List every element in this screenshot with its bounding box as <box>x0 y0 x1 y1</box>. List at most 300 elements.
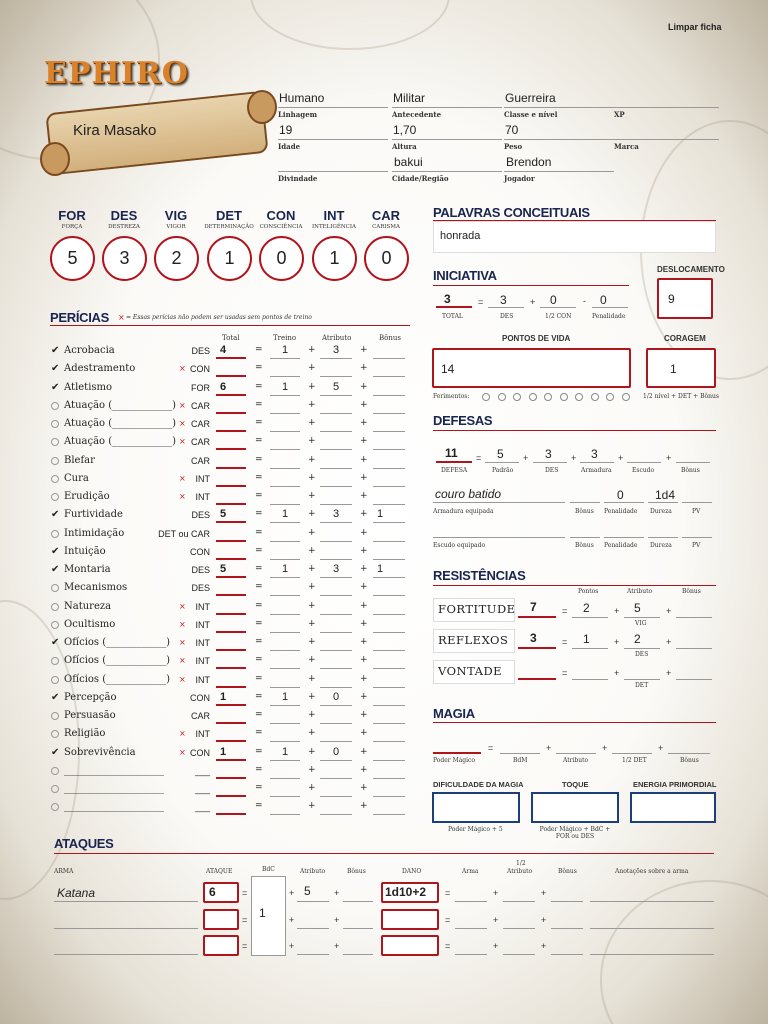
skill-atributo[interactable] <box>320 600 352 615</box>
op-plus: + <box>308 728 316 739</box>
attack-weapon-field[interactable] <box>54 909 198 929</box>
skill-row[interactable] <box>48 381 428 399</box>
skill-row[interactable] <box>48 618 428 636</box>
wound-checkbox[interactable] <box>591 393 599 401</box>
skill-row[interactable] <box>48 691 428 709</box>
skill-atributo[interactable] <box>320 490 352 505</box>
skills-col-atributo: Atributo <box>322 334 352 342</box>
skill-atributo[interactable] <box>320 417 352 432</box>
skill-bonus[interactable] <box>373 654 405 669</box>
skill-total[interactable]: 5 <box>216 563 246 578</box>
skill-treino[interactable] <box>270 727 300 742</box>
skill-check-icon[interactable] <box>51 676 59 684</box>
skill-name: Montaria <box>64 564 111 575</box>
damage-field[interactable] <box>381 935 439 956</box>
magic-det-field[interactable] <box>612 738 652 754</box>
info-value: bakui <box>394 155 423 169</box>
skill-atributo[interactable]: 3 <box>320 508 352 523</box>
op-plus: + <box>614 606 620 616</box>
op-plus: + <box>360 454 368 465</box>
skill-bonus[interactable] <box>373 764 405 779</box>
skill-attr: INT <box>195 619 210 630</box>
resistance-bonus-field[interactable] <box>676 631 712 649</box>
movement-value: 9 <box>668 292 675 306</box>
skill-atributo[interactable] <box>320 709 352 724</box>
damage-bonus-field[interactable] <box>551 909 583 929</box>
attr-name: DESTREZA <box>108 224 140 230</box>
untrained-mark-icon: × <box>179 437 186 447</box>
shield-l-dur: Dureza <box>650 542 672 549</box>
skill-bonus[interactable] <box>373 673 405 688</box>
skill-treino[interactable]: 1 <box>270 563 300 578</box>
attack-atributo-field[interactable] <box>297 882 329 902</box>
skill-total[interactable] <box>216 600 246 615</box>
damage-arma-field[interactable] <box>455 882 487 902</box>
defense-padrao: 5 <box>497 447 504 461</box>
skill-atributo[interactable]: 5 <box>320 381 352 396</box>
magic-bon-field[interactable] <box>668 738 710 754</box>
skill-total[interactable] <box>216 782 246 797</box>
character-name-field[interactable]: Kira Masako <box>73 122 157 139</box>
skill-total[interactable] <box>216 636 246 651</box>
movement-field[interactable] <box>657 278 713 319</box>
concepts-field[interactable]: honrada <box>440 230 481 242</box>
skill-check-icon[interactable] <box>51 584 59 592</box>
skill-atributo[interactable] <box>320 454 352 469</box>
skill-total[interactable]: 1 <box>216 746 246 761</box>
resistance-attr-field[interactable] <box>624 600 660 618</box>
skill-treino[interactable] <box>270 472 300 487</box>
op-eq: = <box>255 472 263 483</box>
skill-row[interactable] <box>48 545 428 563</box>
op-plus-mag1: + <box>546 743 552 753</box>
wound-checkbox[interactable] <box>529 393 537 401</box>
info-field[interactable] <box>278 154 388 172</box>
skill-bonus[interactable] <box>373 800 405 815</box>
skill-check-icon[interactable] <box>51 712 59 720</box>
damage-arma-field[interactable] <box>455 909 487 929</box>
skill-check-icon[interactable] <box>51 730 59 738</box>
skill-treino[interactable]: 1 <box>270 508 300 523</box>
courage-field[interactable] <box>646 348 716 388</box>
op-eq: = <box>255 783 263 793</box>
skill-attr: DES <box>191 346 210 356</box>
resistance-pontos-field[interactable] <box>572 600 608 618</box>
skills-divider <box>50 325 410 326</box>
attack-atributo: 5 <box>304 884 311 898</box>
skill-atributo[interactable]: 0 <box>320 746 352 761</box>
skill-check-icon[interactable] <box>51 785 59 793</box>
magic-energy-field[interactable] <box>630 792 716 823</box>
op-eq: = <box>255 655 263 666</box>
skill-treino[interactable] <box>270 545 300 560</box>
info-label: Jogador <box>504 174 535 183</box>
op-plus: + <box>541 914 547 925</box>
skill-atributo[interactable] <box>320 636 352 651</box>
skill-row[interactable] <box>48 399 428 417</box>
damage-bonus-field[interactable] <box>551 935 583 955</box>
skill-treino[interactable] <box>270 636 300 651</box>
skill-check-icon[interactable]: ✔ <box>51 345 60 356</box>
resistance-pontos-field[interactable] <box>572 631 608 649</box>
skill-total[interactable] <box>216 673 246 688</box>
skill-attr: CON <box>190 747 210 758</box>
skill-treino[interactable] <box>270 600 300 615</box>
skill-name: Adestramento <box>64 363 136 375</box>
skill-bonus[interactable] <box>373 618 405 633</box>
skill-row[interactable] <box>48 800 428 818</box>
skill-treino[interactable] <box>270 673 300 688</box>
skill-total[interactable] <box>216 709 246 724</box>
skill-row[interactable] <box>48 600 428 618</box>
skill-total[interactable]: 6 <box>216 381 246 396</box>
armor-label: Armadura equipada <box>433 508 494 515</box>
info-value: Brendon <box>506 155 552 169</box>
skill-check-icon[interactable]: ✔ <box>51 637 60 648</box>
skill-row[interactable] <box>48 673 428 691</box>
op-plus: + <box>308 764 316 775</box>
skill-check-icon[interactable] <box>51 621 59 629</box>
resistance-total-field[interactable] <box>518 662 556 680</box>
damage-atributo-field[interactable] <box>503 935 535 955</box>
skill-total[interactable] <box>216 581 246 596</box>
skill-bonus[interactable] <box>373 636 405 651</box>
bdc-field[interactable] <box>251 876 286 956</box>
skill-row[interactable] <box>48 344 428 362</box>
magic-power-field[interactable] <box>433 738 481 754</box>
info-label: Altura <box>392 142 417 151</box>
skill-treino[interactable]: 1 <box>270 691 300 706</box>
skill-row[interactable] <box>48 782 428 800</box>
info-field[interactable] <box>614 122 719 140</box>
attack-bonus-field[interactable] <box>203 909 239 930</box>
damage-bonus-field[interactable] <box>551 882 583 902</box>
skill-row[interactable] <box>48 654 428 672</box>
skill-atributo[interactable] <box>320 727 352 742</box>
armor-bonus-field[interactable] <box>570 485 600 503</box>
magic-bdm-field[interactable] <box>500 738 540 754</box>
damage-atributo-field[interactable] <box>503 882 535 902</box>
skill-attr: CAR <box>190 419 210 429</box>
op-plus: + <box>289 941 295 951</box>
magic-touch-field[interactable] <box>531 792 619 823</box>
skill-bonus[interactable] <box>373 472 405 487</box>
skill-name: Ofícios (____________) <box>64 673 171 685</box>
armor-pen-field[interactable] <box>604 485 644 503</box>
skill-bonus[interactable] <box>373 417 405 432</box>
skill-check-icon[interactable] <box>51 603 59 611</box>
skill-attr: DES <box>191 583 210 594</box>
skill-total[interactable] <box>216 362 246 377</box>
skill-total[interactable] <box>216 454 246 469</box>
op-plus: + <box>360 527 368 538</box>
skill-check-icon[interactable] <box>51 402 59 410</box>
attr-value-circle[interactable]: 2 <box>154 236 199 281</box>
skill-treino[interactable] <box>270 618 300 633</box>
shield-pv-field[interactable] <box>682 520 712 538</box>
info-field[interactable] <box>278 122 388 140</box>
wound-checkbox[interactable] <box>482 393 490 401</box>
skill-bonus[interactable] <box>373 727 405 742</box>
skill-check-icon[interactable]: ✔ <box>51 564 60 575</box>
magic-difficulty-field[interactable] <box>432 792 520 823</box>
initiative-con-field[interactable] <box>540 292 576 308</box>
skill-total[interactable] <box>216 764 246 779</box>
attack-extra-field[interactable] <box>343 909 373 929</box>
magic-atr-field[interactable] <box>556 738 596 754</box>
skill-total[interactable] <box>216 545 246 560</box>
skill-check-icon[interactable] <box>51 438 59 446</box>
resistance-pontos-field[interactable] <box>572 662 608 680</box>
wound-checkbox[interactable] <box>544 393 552 401</box>
skill-row[interactable] <box>48 527 428 545</box>
wound-checkbox[interactable] <box>560 393 568 401</box>
atk-l-half: 1/2 <box>516 860 526 867</box>
skill-atributo[interactable] <box>320 654 352 669</box>
attr-abbr: DET <box>216 208 242 223</box>
magic-energy-label: ENERGIA PRIMORDIAL <box>633 780 717 789</box>
skill-bonus[interactable] <box>373 709 405 724</box>
resistance-total-field[interactable] <box>518 631 556 649</box>
skill-bonus[interactable] <box>373 527 405 542</box>
op-plus-def3: + <box>618 453 624 463</box>
wound-checkbox[interactable] <box>622 393 630 401</box>
skill-treino[interactable] <box>270 654 300 669</box>
skill-total[interactable] <box>216 800 246 815</box>
skill-atributo[interactable] <box>320 800 352 815</box>
skill-check-icon[interactable]: ✔ <box>51 746 60 758</box>
resistance-attr: 5 <box>634 601 641 615</box>
info-label: Classe e nível <box>504 110 558 119</box>
skill-atributo[interactable]: 3 <box>320 344 352 359</box>
skill-row[interactable] <box>48 472 428 490</box>
shield-field[interactable] <box>433 520 565 538</box>
skill-bonus[interactable] <box>373 344 405 359</box>
resistance-attr-field[interactable] <box>624 662 660 680</box>
skill-total[interactable] <box>216 417 246 432</box>
skill-treino[interactable]: 1 <box>270 344 300 359</box>
op-plus: + <box>360 381 368 392</box>
skill-total[interactable] <box>216 527 246 542</box>
skill-atributo[interactable] <box>320 782 352 797</box>
skill-row[interactable] <box>48 435 428 453</box>
skill-check-icon[interactable]: ✔ <box>51 381 60 393</box>
hp-label: PONTOS DE VIDA <box>502 334 571 343</box>
skill-bonus[interactable]: 1 <box>373 508 405 523</box>
skill-bonus[interactable]: 1 <box>373 563 405 578</box>
skill-row[interactable] <box>48 636 428 654</box>
resistance-total-field[interactable] <box>518 600 556 618</box>
skill-name: Ofícios (____________) <box>64 637 171 648</box>
skill-bonus[interactable] <box>373 399 405 414</box>
attack-atributo-field[interactable] <box>297 935 329 955</box>
resistance-attr-field[interactable] <box>624 631 660 649</box>
skill-check-icon[interactable]: ✔ <box>51 691 60 703</box>
skill-bonus[interactable] <box>373 381 405 396</box>
attack-atributo-field[interactable] <box>297 909 329 929</box>
attack-notes-field[interactable] <box>590 935 714 955</box>
initiative-l-con: 1/2 CON <box>545 313 572 320</box>
skill-treino[interactable] <box>270 417 300 432</box>
skill-check-icon[interactable] <box>51 493 59 501</box>
skill-atributo[interactable] <box>320 472 352 487</box>
op-plus: + <box>360 545 368 556</box>
skill-check-icon[interactable] <box>51 457 59 465</box>
initiative-total-field[interactable] <box>436 292 472 308</box>
attack-extra-field[interactable] <box>343 935 373 955</box>
skill-treino[interactable] <box>270 800 300 815</box>
skill-bonus[interactable] <box>373 600 405 615</box>
shield-dur-field[interactable] <box>648 520 678 538</box>
skill-atributo[interactable]: 3 <box>320 563 352 578</box>
hp-field[interactable] <box>432 348 631 388</box>
skill-treino[interactable] <box>270 490 300 505</box>
attr-value-circle[interactable]: 3 <box>102 236 147 281</box>
skill-total[interactable]: 5 <box>216 508 246 523</box>
skill-total[interactable] <box>216 654 246 669</box>
skills-col-treino: Treino <box>273 334 297 342</box>
op-eq: = <box>255 637 263 647</box>
resistance-bonus-field[interactable] <box>676 600 712 618</box>
wound-checkbox[interactable] <box>575 393 583 401</box>
skill-atributo[interactable]: 0 <box>320 691 352 706</box>
clear-sheet-button[interactable]: Limpar ficha <box>668 22 722 32</box>
skill-treino[interactable] <box>270 527 300 542</box>
skill-total[interactable] <box>216 490 246 505</box>
shield-pen-field[interactable] <box>604 520 644 538</box>
attack-extra-field[interactable] <box>343 882 373 902</box>
resistance-bonus-field[interactable] <box>676 662 712 680</box>
skill-total[interactable] <box>216 618 246 633</box>
skill-bonus[interactable] <box>373 581 405 596</box>
skill-bonus[interactable] <box>373 545 405 560</box>
skill-atributo[interactable] <box>320 435 352 450</box>
attr-value-circle[interactable]: 0 <box>364 236 409 281</box>
skill-bonus[interactable] <box>373 782 405 797</box>
skill-atributo[interactable] <box>320 545 352 560</box>
skill-check-icon[interactable] <box>51 420 59 428</box>
skill-row[interactable] <box>48 581 428 599</box>
attr-value-circle[interactable]: 1 <box>207 236 252 281</box>
skill-attr: ___ <box>194 784 210 794</box>
skill-check-icon[interactable]: ✔ <box>51 509 60 521</box>
skill-row[interactable] <box>48 709 428 727</box>
attack-weapon-field[interactable] <box>54 935 198 955</box>
skill-check-icon[interactable] <box>51 475 59 483</box>
skill-bonus[interactable] <box>373 691 405 706</box>
skill-treino[interactable]: 1 <box>270 381 300 396</box>
skill-treino[interactable] <box>270 362 300 377</box>
info-field[interactable] <box>614 90 719 108</box>
skill-atributo[interactable] <box>320 581 352 596</box>
skill-total[interactable]: 4 <box>216 344 246 359</box>
skill-bonus[interactable] <box>373 490 405 505</box>
damage-arma-field[interactable] <box>455 935 487 955</box>
attr-abbr: FOR <box>58 208 86 223</box>
skill-row[interactable] <box>48 727 428 745</box>
atk-l-bonus2: Bônus <box>558 868 577 875</box>
skill-row[interactable] <box>48 563 428 581</box>
skill-treino[interactable] <box>270 782 300 797</box>
attr-value-circle[interactable]: 0 <box>259 236 304 281</box>
skill-atributo[interactable] <box>320 399 352 414</box>
skill-atributo[interactable] <box>320 362 352 377</box>
wound-checkbox[interactable] <box>606 393 614 401</box>
skill-total[interactable] <box>216 727 246 742</box>
skill-row[interactable] <box>48 764 428 782</box>
skill-atributo[interactable] <box>320 764 352 779</box>
skill-atributo[interactable] <box>320 527 352 542</box>
defense-bonus-field[interactable] <box>676 446 710 463</box>
attr-value-circle[interactable]: 1 <box>312 236 357 281</box>
op-plus: + <box>360 746 368 757</box>
skill-check-icon[interactable] <box>51 657 59 665</box>
initiative-pen-field[interactable] <box>592 292 628 308</box>
skill-row[interactable] <box>48 454 428 472</box>
skill-row[interactable] <box>48 362 428 380</box>
skill-total[interactable]: 1 <box>216 691 246 706</box>
skill-name: Cura <box>64 472 89 484</box>
damage-atributo-field[interactable] <box>503 909 535 929</box>
damage-field[interactable] <box>381 909 439 930</box>
attack-bonus-field[interactable] <box>203 935 239 956</box>
skill-bonus[interactable] <box>373 362 405 377</box>
info-field[interactable] <box>504 122 614 140</box>
skill-total[interactable] <box>216 472 246 487</box>
defense-escudo-field[interactable] <box>627 446 661 463</box>
op-eq: = <box>255 691 263 702</box>
skill-treino[interactable] <box>270 454 300 469</box>
wound-checkbox[interactable] <box>513 393 521 401</box>
skill-atributo[interactable] <box>320 673 352 688</box>
skill-treino[interactable] <box>270 399 300 414</box>
magic-difficulty-label: DIFICULDADE DA MAGIA <box>433 780 524 789</box>
op-plus: + <box>360 472 368 483</box>
skill-check-icon[interactable]: ✔ <box>51 363 60 375</box>
skill-check-icon[interactable] <box>51 530 59 538</box>
skill-check-icon[interactable]: ✔ <box>51 545 60 557</box>
attr-name: VIGOR <box>166 224 186 230</box>
skill-bonus[interactable] <box>373 746 405 761</box>
info-label: Cidade/Região <box>392 174 449 183</box>
skill-atributo[interactable] <box>320 618 352 633</box>
skill-bonus[interactable] <box>373 454 405 469</box>
skill-check-icon[interactable] <box>51 803 59 811</box>
attack-notes-field[interactable] <box>590 882 714 902</box>
skill-row[interactable] <box>48 417 428 435</box>
shield-bonus-field[interactable] <box>570 520 600 538</box>
skill-row[interactable] <box>48 746 428 764</box>
skill-total[interactable] <box>216 435 246 450</box>
attr-value-circle[interactable]: 5 <box>50 236 95 281</box>
skill-total[interactable] <box>216 399 246 414</box>
skill-treino[interactable]: 1 <box>270 746 300 761</box>
skill-check-icon[interactable] <box>51 767 59 775</box>
attr-abbr: CON <box>266 208 296 223</box>
skill-treino[interactable] <box>270 581 300 596</box>
skill-treino[interactable] <box>270 435 300 450</box>
info-label: Idade <box>278 142 301 151</box>
skill-row[interactable] <box>48 508 428 526</box>
wound-checkbox[interactable] <box>498 393 506 401</box>
skill-row[interactable] <box>48 490 428 508</box>
skill-treino[interactable] <box>270 709 300 724</box>
skill-treino[interactable] <box>270 764 300 779</box>
skill-bonus[interactable] <box>373 435 405 450</box>
attack-notes-field[interactable] <box>590 909 714 929</box>
op-eq: = <box>242 914 248 925</box>
armor-pv-field[interactable] <box>682 485 712 503</box>
